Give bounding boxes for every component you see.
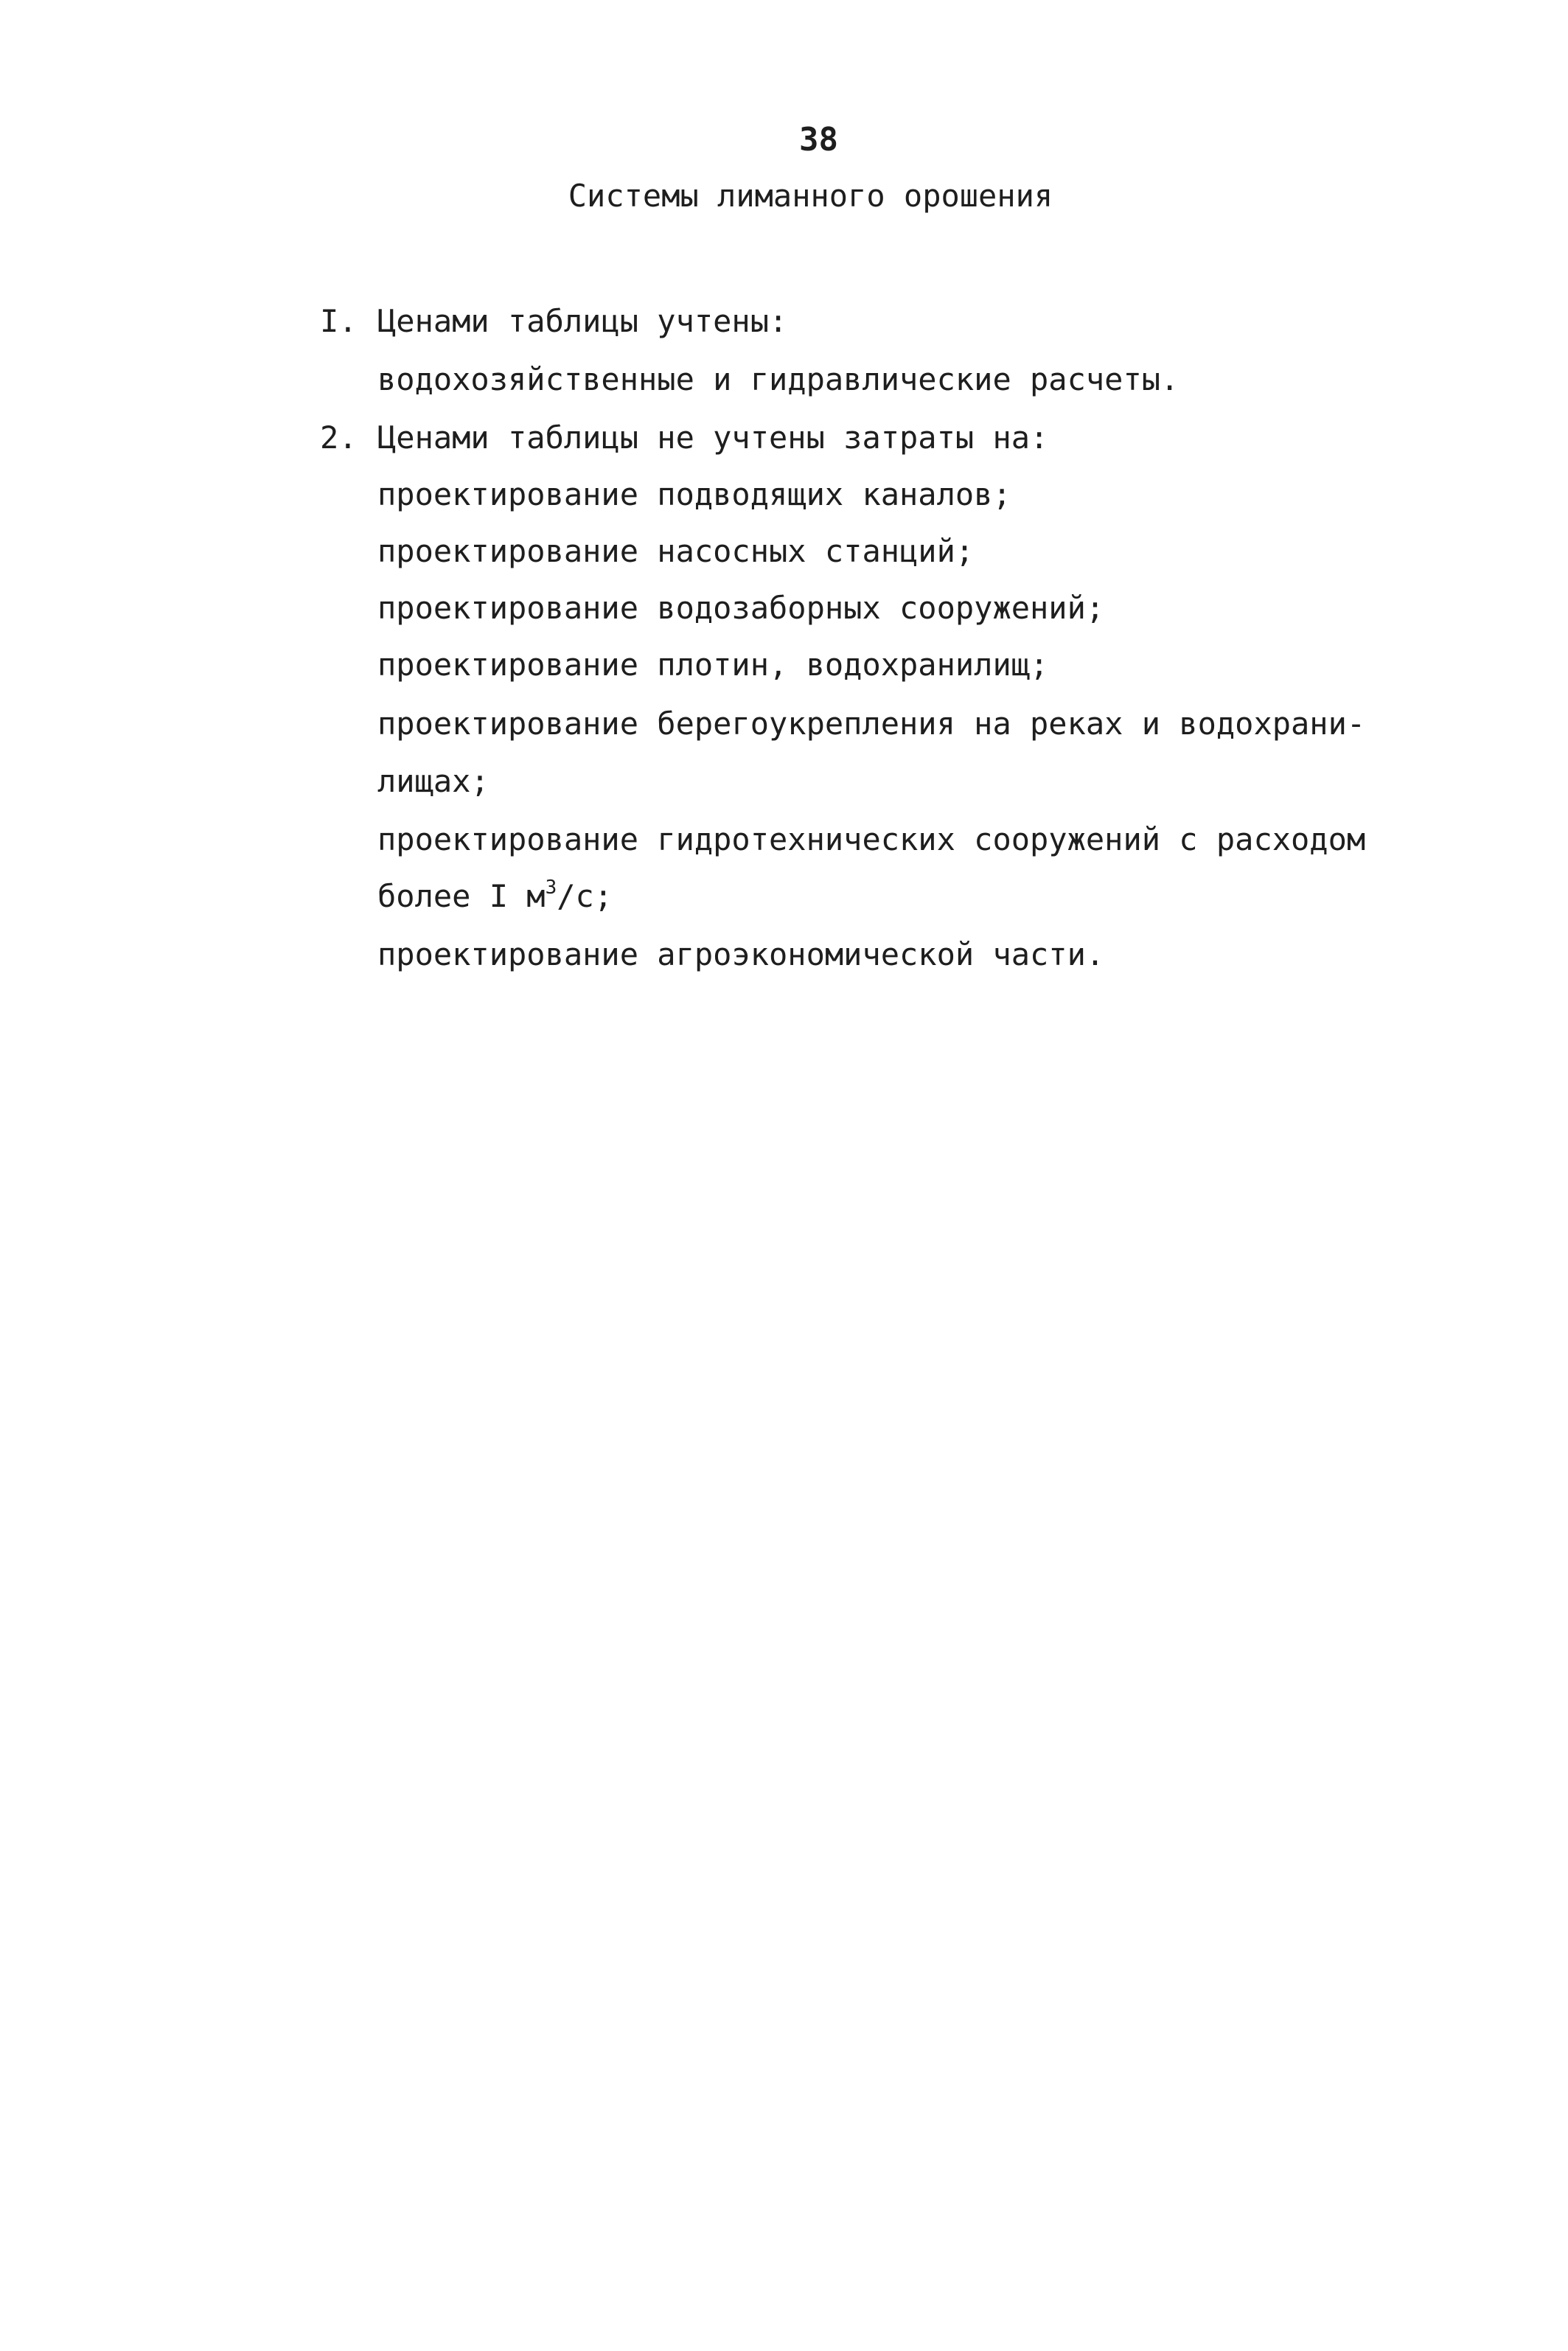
section-1-item: водохозяйственные и гидравлические расчеты. (377, 361, 1180, 397)
flow-rate-text: более I м (377, 878, 546, 914)
section-2-item: проектирование плотин, водохранилищ; (377, 647, 1049, 683)
page-number: 38 (799, 121, 838, 159)
section-2-item: проектирование водозаборных сооружений; (377, 590, 1105, 626)
section-1-heading: Ценами таблицы учтены: (377, 303, 788, 339)
section-2-item: проектирование берегоукрепления на реках и водохрани- (377, 706, 1366, 742)
section-2-heading: Ценами таблицы не учтены затраты на: (377, 419, 1049, 456)
section-2-item-continuation: лищах; (377, 763, 489, 799)
section-2-number: 2. (320, 419, 358, 456)
section-2-item: проектирование гидротехнических сооружений с расходом (377, 821, 1366, 857)
page-title: Системы лиманного орошения (568, 178, 1053, 214)
section-2-item: проектирование насосных станций; (377, 533, 975, 569)
unit-exponent: 3 (545, 877, 557, 899)
section-2-item: проектирование подводящих каналов; (377, 476, 1011, 512)
section-2-item: проектирование агроэкономической части. (377, 936, 1105, 972)
section-1-heading-line (320, 301, 787, 342)
section-2-heading-line (320, 417, 1048, 459)
section-2-item-continuation (377, 876, 613, 917)
unit-suffix: /с; (557, 878, 613, 914)
section-1-number: I. (320, 303, 358, 339)
